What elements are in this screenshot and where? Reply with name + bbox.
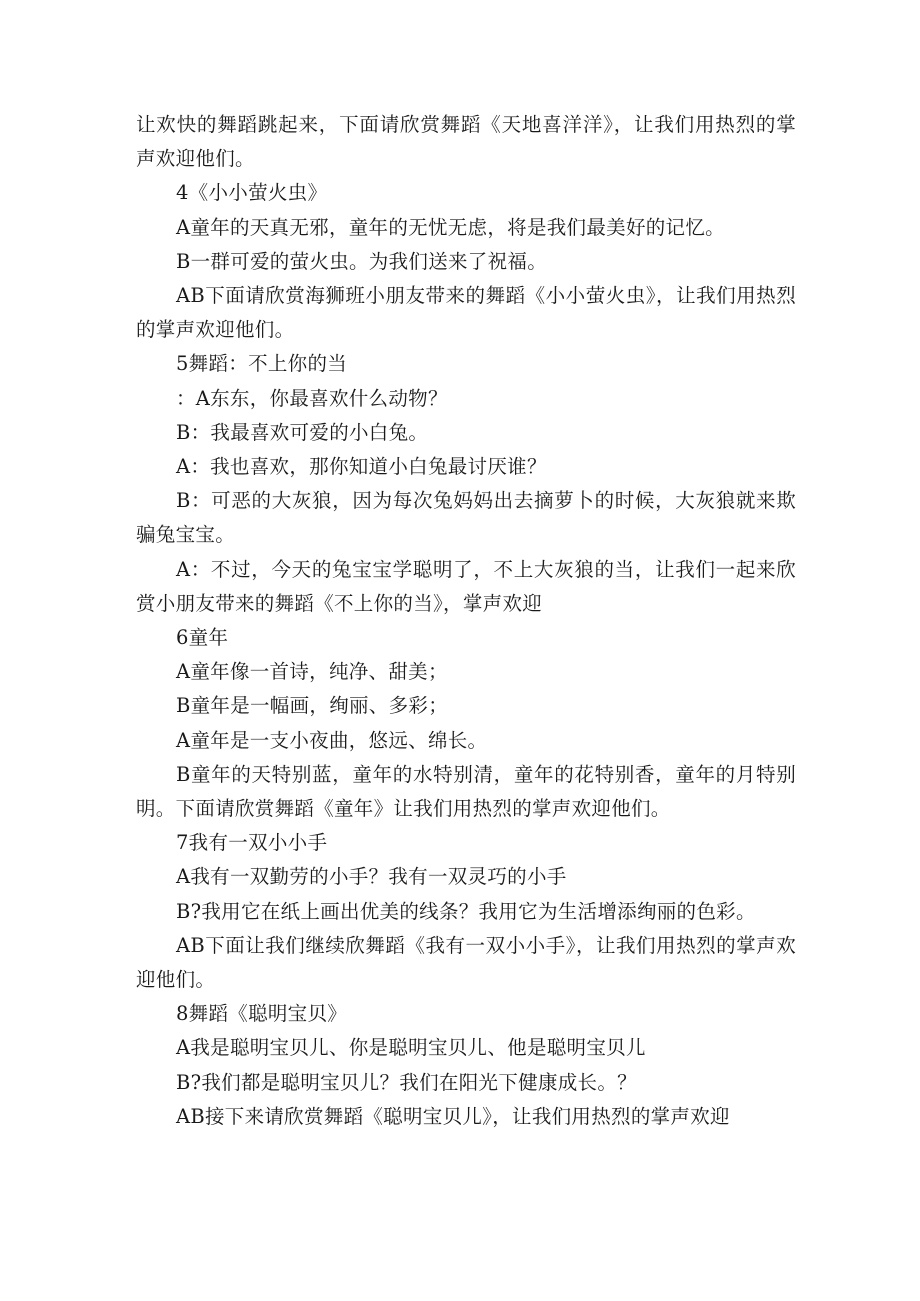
paragraph: B一群可爱的萤火虫。为我们送来了祝福。 bbox=[175, 249, 547, 273]
paragraph: ：A东东，你最喜欢什么动物？ bbox=[175, 386, 448, 410]
paragraph: 6童年 bbox=[175, 626, 229, 650]
paragraph: 让欢快的舞蹈跳起来，下面请欣赏舞蹈《天地喜洋洋》，让我们用热烈的掌声欢迎他们。 bbox=[136, 113, 796, 171]
paragraph: A童年的天真无邪，童年的无忧无虑，将是我们最美好的记忆。 bbox=[175, 215, 725, 239]
paragraph: B童年是一幅画，绚丽、多彩； bbox=[175, 694, 448, 718]
paragraph: 5舞蹈：不上你的当 bbox=[175, 352, 348, 376]
paragraph: A我有一双勤劳的小手？我有一双灵巧的小手 bbox=[175, 865, 567, 889]
paragraph: AB下面让我们继续欣舞蹈《我有一双小小手》，让我们用热烈的掌声欢迎他们。 bbox=[136, 933, 796, 992]
paragraph: B：我最喜欢可爱的小白兔。 bbox=[175, 420, 429, 444]
paragraph: B：可恶的大灰狼，因为每次兔妈妈出去摘萝卜的时候，大灰狼就来欺骗兔宝宝。 bbox=[136, 489, 796, 547]
paragraph: 8舞蹈《聪明宝贝》 bbox=[175, 1002, 348, 1026]
paragraph: A童年是一支小夜曲，悠远、绵长。 bbox=[175, 728, 488, 752]
paragraph: B?我用它在纸上画出优美的线条？我用它为生活增添绚丽的色彩。 bbox=[175, 899, 756, 923]
paragraph: 4《小小萤火虫》 bbox=[175, 181, 328, 205]
paragraph: 7我有一双小小手 bbox=[175, 831, 328, 855]
paragraph: B童年的天特别蓝，童年的水特别清，童年的花特别香，童年的月特别明。下面请欣赏舞蹈《童年》让我们用热烈的掌声欢迎他们。 bbox=[136, 762, 796, 821]
document-body bbox=[136, 108, 796, 1134]
paragraph: A童年像一首诗，纯净、甜美； bbox=[175, 660, 448, 684]
paragraph: B?我们都是聪明宝贝儿？我们在阳光下健康成长。？ bbox=[175, 1070, 637, 1094]
paragraph: A我是聪明宝贝儿、你是聪明宝贝儿、他是聪明宝贝儿 bbox=[175, 1036, 646, 1060]
paragraph: AB接下来请欣赏舞蹈《聪明宝贝儿》，让我们用热烈的掌声欢迎 bbox=[175, 1104, 730, 1128]
paragraph: A：不过，今天的兔宝宝学聪明了，不上大灰狼的当，让我们一起来欣赏小朋友带来的舞蹈《不上你的当》，掌声欢迎 bbox=[136, 557, 796, 615]
paragraph: AB下面请欣赏海狮班小朋友带来的舞蹈《小小萤火虫》，让我们用热烈的掌声欢迎他们。 bbox=[136, 284, 796, 342]
paragraph: A：我也喜欢，那你知道小白兔最讨厌谁？ bbox=[175, 455, 547, 479]
